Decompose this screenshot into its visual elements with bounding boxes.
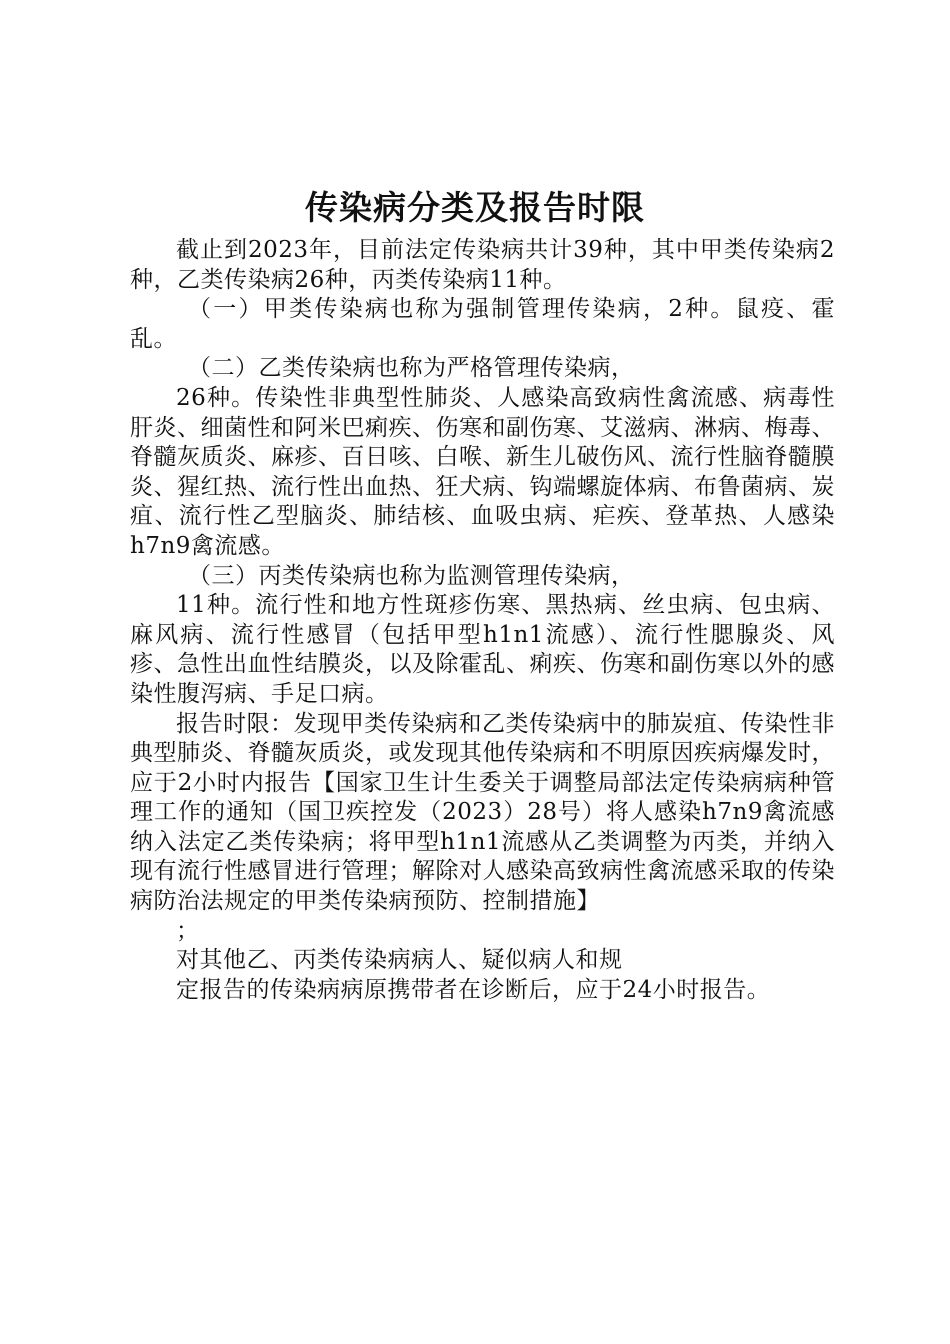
class-c-heading: （三）丙类传染病也称为监测管理传染病， — [188, 562, 635, 589]
other-report-line-1: 对其他乙、丙类传染病病人、疑似病人和规 — [176, 947, 623, 974]
semicolon-line: ； — [176, 917, 200, 944]
class-c-list-paragraph: 11种。流行性和地方性斑疹伤寒、黑热病、丝虫病、包虫病、麻风病、流行性感冒（包括甲型h1n1流感）、流行性腮腺炎、风疹、急性出血性结膜炎，以及除霍乱、痢疾、伤寒和副伤寒以外的感染性腹泻病、手足口病。 — [130, 592, 835, 707]
class-b-list-paragraph: 26种。传染性非典型性肺炎、人感染高致病性禽流感、病毒性肝炎、细菌性和阿米巴痢疾、伤寒和副伤寒、艾滋病、淋病、梅毒、脊髓灰质炎、麻疹、百日咳、白喉、新生儿破伤风、流行性脑脊髓膜炎、猩红热、流行性出血热、狂犬病、钩端螺旋体病、布鲁菌病、炭疽、流行性乙型脑炎、肺结核、血吸虫病、疟疾、登革热、人感染h7n9禽流感。 — [130, 384, 835, 559]
other-report-line-2: 定报告的传染病病原携带者在诊断后，应于24小时报告。 — [176, 976, 771, 1003]
class-a-paragraph: （一）甲类传染病也称为强制管理传染病，2种。鼠疫、霍乱。 — [130, 296, 835, 352]
class-b-heading: （二）乙类传染病也称为严格管理传染病， — [188, 355, 635, 382]
document-body — [130, 236, 835, 1005]
document-title: 传染病分类及报告时限 — [305, 188, 645, 227]
report-limit-paragraph: 报告时限：发现甲类传染病和乙类传染病中的肺炭疽、传染性非典型肺炎、脊髓灰质炎，或发现其他传染病和不明原因疾病爆发时，应于2小时内报告【国家卫生计生委关于调整局部法定传染病病种管理工作的通知（国卫疾控发（2023）28号）将人感染h7n9禽流感纳入法定乙类传染病；将甲型h1n1流感从乙类调整为丙类，并纳入现有流行性感冒进行管理；解除对人感染高致病性禽流感采取的传染病防治法规定的甲类传染病预防、控制措施】 — [130, 710, 835, 915]
intro-paragraph: 截止到2023年，目前法定传染病共计39种，其中甲类传染病2种，乙类传染病26种，丙类传染病11种。 — [130, 237, 835, 293]
